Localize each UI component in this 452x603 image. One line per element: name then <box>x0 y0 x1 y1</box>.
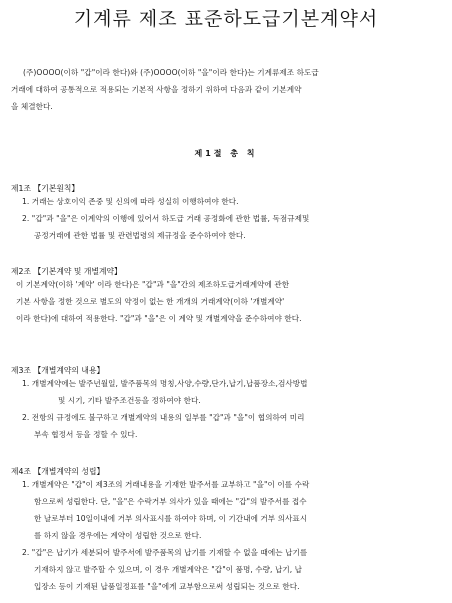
article-line: 입장소 등이 기재된 납품일정표를 "을"에게 교부함으로써 성립되는 것으로 한다. <box>34 582 300 591</box>
document-title: 기계류 제조 표준하도급기본계약서 <box>73 8 379 30</box>
article-line: 1. 거래는 상호이익 존중 및 신의에 따라 성실히 이행하여야 한다. <box>22 197 239 206</box>
article-body <box>22 193 309 244</box>
article-line: 이라 한다)에 대하여 적용한다. "갑"과 "을"은 이 계약 및 개별계약을 준수하여야 한다. <box>16 314 302 323</box>
article-line: 부속 협정서 등을 정할 수 있다. <box>34 430 138 439</box>
article-line: 기본 사항을 정한 것으로 별도의 약정이 없는 한 개개의 거래계약(이하 '개별계약' <box>16 297 285 306</box>
article-line: 한 날로부터 10일이내에 거부 의사표시를 하여야 하며, 이 기간내에 거부 의사표시 <box>34 514 308 523</box>
article-heading: 제3조 【개별계약의 내용】 <box>11 366 105 375</box>
article-line: 를 하지 않을 경우에는 계약이 성립한 것으로 한다. <box>34 531 202 540</box>
article-body <box>16 276 302 327</box>
article-line: 1. 개별계약은 "갑"이 제3조의 거래내용을 기재한 발주서를 교부하고 "을"이 이를 수락 <box>22 480 310 489</box>
article-body <box>22 375 308 443</box>
article-line: 및 시기, 기타 발주조건등을 정하여야 한다. <box>58 396 201 405</box>
article-body <box>22 476 309 595</box>
article-line: 함으로써 성립한다. 단, "을"은 수락거부 의사가 있을 때에는 "갑"의 발주서를 접수 <box>34 497 307 506</box>
article-heading: 제2조 【기본계약 및 개별계약】 <box>11 267 122 276</box>
article-heading: 제4조 【개별계약의 성립】 <box>11 467 105 476</box>
article-line: 공정거래에 관한 법률 및 관련법령의 제규정을 준수하여야 한다. <box>34 231 246 240</box>
article-heading: 제1조 【기본원칙】 <box>11 184 80 193</box>
article-line: 2. "갑"은 납기가 세분되어 발주서에 발주품목의 납기를 기재할 수 없을 때에는 납기를 <box>22 548 308 557</box>
article-line: 2. 전항의 규정에도 불구하고 개별계약의 내용의 일부를 "갑"과 "을"이 협의하여 미리 <box>22 413 305 422</box>
intro-line: 을 체결한다. <box>11 102 53 111</box>
article-line: 2. "갑"과 "을"은 이계약의 이행에 있어서 하도급 거래 공정화에 관한 법률, 독점규제및 <box>22 214 310 223</box>
intro-line: 거래에 대하여 공통적으로 적용되는 기본적 사항을 정하기 위하여 다음과 같이 기본계약 <box>11 85 302 94</box>
article-line: 이 기본계약(이하 '계약' 이라 한다)은 "갑"과 "을"간의 제조하도급거래계약에 관한 <box>16 280 290 289</box>
intro-paragraph <box>11 64 319 115</box>
article-line: 기재하지 않고 발주할 수 있으며, 이 경우 개별계약은 "갑"이 품명, 수량, 납기, 납 <box>34 565 303 574</box>
intro-line: (주)OOOO(이하 "갑"이라 한다)와 (주)OOOO(이하 "을"이라 한다)는 기계류제조 하도급 <box>23 68 319 77</box>
article-line: 1. 개별계약에는 발주년월일, 발주품목의 명칭,사양,수량,단가,납기,납품장소,검사방법 <box>22 379 308 388</box>
chapter-title: 제1절 총 칙 <box>194 149 258 158</box>
